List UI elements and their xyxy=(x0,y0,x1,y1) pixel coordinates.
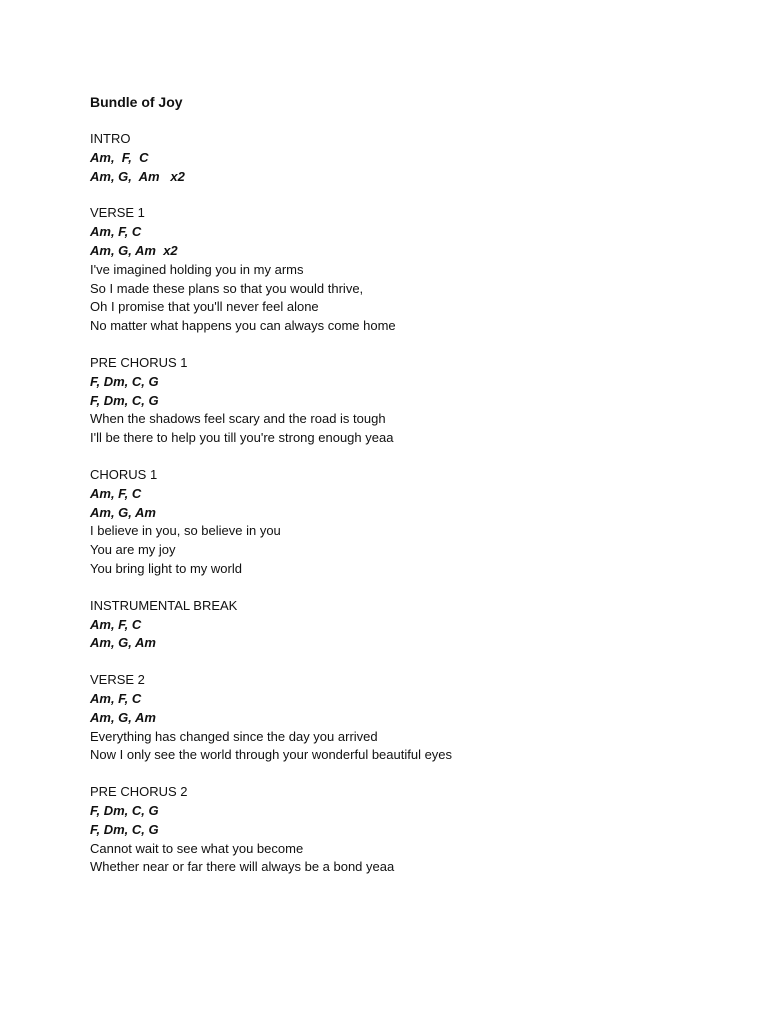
chord-line: Am, F, C xyxy=(90,616,142,632)
section-heading: CHORUS 1 xyxy=(90,466,158,482)
chord-line: F, Dm, C, G xyxy=(90,392,159,408)
lyric-line: You bring light to my world xyxy=(90,560,242,576)
chord-line: Am, F, C xyxy=(90,690,142,706)
chord-line: Am, G, Am xyxy=(90,709,156,725)
section-heading: VERSE 2 xyxy=(90,672,145,688)
section-chorus-1 xyxy=(90,466,730,579)
lyric-line: No matter what happens you can always come home xyxy=(90,318,396,334)
section-verse-2 xyxy=(90,671,730,765)
section-heading: INSTRUMENTAL BREAK xyxy=(90,597,238,613)
chord-line: Am, F, C xyxy=(90,149,149,165)
lyric-line: I've imagined holding you in my arms xyxy=(90,261,304,277)
chord-line: Am, G, Am x2 xyxy=(90,242,178,258)
lyric-line: I'll be there to help you till you're strong enough yeaa xyxy=(90,430,394,446)
chord-line: Am, F, C xyxy=(90,485,142,501)
chord-line: Am, G, Am x2 xyxy=(90,168,185,184)
section-heading: PRE CHORUS 1 xyxy=(90,354,188,370)
song-title: Bundle of Joy xyxy=(90,94,183,110)
section-pre-chorus-1 xyxy=(90,354,730,448)
section-intro xyxy=(90,130,730,186)
chord-line: F, Dm, C, G xyxy=(90,821,159,837)
lyric-line: When the shadows feel scary and the road is tough xyxy=(90,411,386,427)
song-sheet xyxy=(90,92,730,877)
chord-line: Am, G, Am xyxy=(90,635,156,651)
lyric-line: Now I only see the world through your wonderful beautiful eyes xyxy=(90,747,453,763)
section-instrumental-break xyxy=(90,597,730,653)
lyric-line: You are my joy xyxy=(90,542,176,558)
lyric-line: Cannot wait to see what you become xyxy=(90,840,304,856)
section-heading: INTRO xyxy=(90,131,131,146)
chord-line: Am, G, Am xyxy=(90,504,156,520)
section-heading: VERSE 1 xyxy=(90,205,145,221)
section-pre-chorus-2 xyxy=(90,783,730,877)
lyric-line: So I made these plans so that you would thrive, xyxy=(90,280,364,296)
chord-line: F, Dm, C, G xyxy=(90,802,159,818)
lyric-line: Whether near or far there will always be a bond yeaa xyxy=(90,859,395,875)
lyric-line: I believe in you, so believe in you xyxy=(90,523,281,539)
section-verse-1 xyxy=(90,204,730,336)
section-heading: PRE CHORUS 2 xyxy=(90,784,188,800)
lyric-line: Everything has changed since the day you arrived xyxy=(90,728,378,744)
lyric-line: Oh I promise that you'll never feel alone xyxy=(90,299,319,315)
chord-line: F, Dm, C, G xyxy=(90,373,159,389)
chord-line: Am, F, C xyxy=(90,224,142,240)
